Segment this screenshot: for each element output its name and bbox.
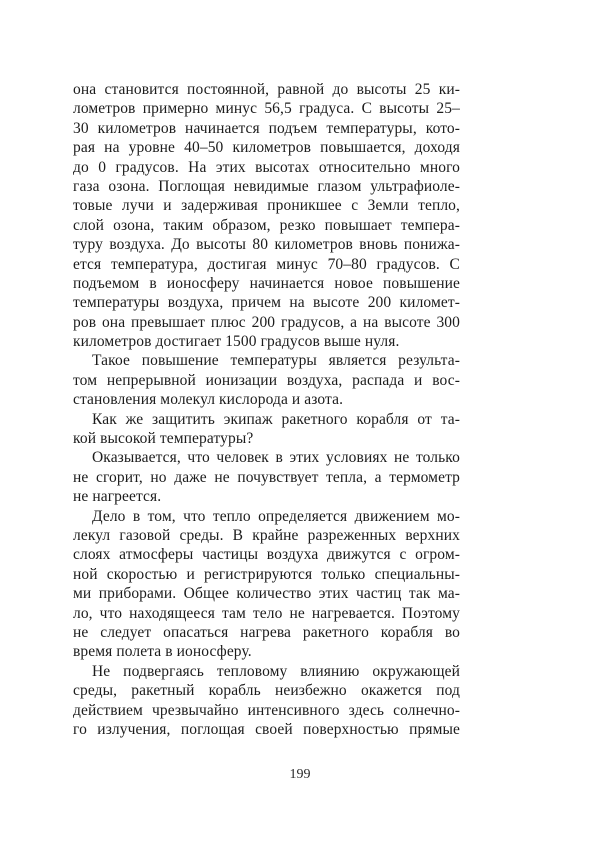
text-line-content: Такое повышение температуры является результа- (92, 352, 460, 370)
paragraph-1 (73, 80, 460, 351)
book-page-text (73, 80, 460, 739)
text-line: товые лучи и задерживая проникшее с Земли тепло, (73, 197, 460, 215)
text-line: становления молекул кислорода и азота. (73, 391, 344, 409)
text-line: газа озона. Поглощая невидимые глазом ультрафиоле- (73, 177, 460, 195)
text-line: ной скоростью и регистрируются только специальны- (73, 565, 460, 583)
text-line: не нагреется. (73, 488, 162, 506)
text-line: ется температура, достигая минус 70–80 градусов. С (73, 255, 460, 273)
page-number: 199 (289, 767, 311, 782)
text-line: время полета в ионосферу. (73, 643, 252, 661)
text-line (73, 448, 460, 467)
text-line (73, 662, 460, 681)
paragraph-2 (73, 351, 460, 409)
text-line: слой озона, таким образом, резко повышает темпера- (73, 216, 460, 234)
text-line: температуры воздуха, причем на высоте 200 километ- (73, 294, 460, 312)
text-line: кой высокой температуры? (73, 430, 254, 448)
text-line: среды, ракетный корабль неизбежно окажется под (73, 682, 460, 700)
text-line (73, 410, 460, 429)
text-line: она становится постоянной, равной до высоты 25 ки- (73, 81, 460, 98)
text-line: лометров примерно минус 56,5 градуса. С высоты 25– (73, 100, 460, 118)
text-line: туру воздуха. До высоты 80 километров вновь понижа- (73, 236, 460, 254)
text-line: действием чрезвычайно интенсивного здесь солнечно- (73, 701, 460, 719)
text-line: рая на уровне 40–50 километров повышается, доходя (73, 139, 460, 157)
paragraph-3 (73, 410, 460, 449)
paragraph-5 (73, 507, 460, 662)
text-line-content: Дело в том, что тепло определяется движением мо- (92, 507, 460, 525)
text-line: слоях атмосферы частицы воздуха движутся с огром- (73, 546, 460, 564)
text-line: 30 километров начинается подъем температуры, кото- (73, 119, 460, 137)
text-line (73, 507, 460, 526)
text-line: том непрерывной ионизации воздуха, распада и вос- (73, 371, 460, 389)
text-line-content: Не подвергаясь тепловому влиянию окружающей (92, 662, 460, 680)
text-line: ров она превышает плюс 200 градусов, а на высоте 300 (73, 313, 460, 331)
text-line (73, 351, 460, 370)
text-line-content: Оказывается, что человек в этих условиях не только (92, 449, 460, 467)
paragraph-6 (73, 662, 460, 740)
text-line-content: Как же защитить экипаж ракетного корабля от та- (92, 410, 460, 428)
text-line: ло, что находящееся там тело не нагревается. Поэтому (73, 604, 460, 622)
paragraph-4 (73, 448, 460, 506)
text-line: подъемом в ионосферу начинается новое повышение (73, 274, 460, 292)
text-line: не следует опасаться нагрева ракетного корабля во (73, 623, 460, 641)
text-line: ми приборами. Общее количество этих частиц так ма- (73, 585, 460, 603)
text-line: до 0 градусов. На этих высотах относительно много (73, 158, 460, 176)
text-line: не сгорит, но даже не почувствует тепла, а термометр (73, 468, 460, 486)
text-line: лекул газовой среды. В крайне разреженных верхних (73, 526, 460, 544)
text-line: го излучения, поглощая своей поверхностью прямые (73, 720, 460, 738)
text-line: километров достигает 1500 градусов выше нуля. (73, 333, 400, 351)
